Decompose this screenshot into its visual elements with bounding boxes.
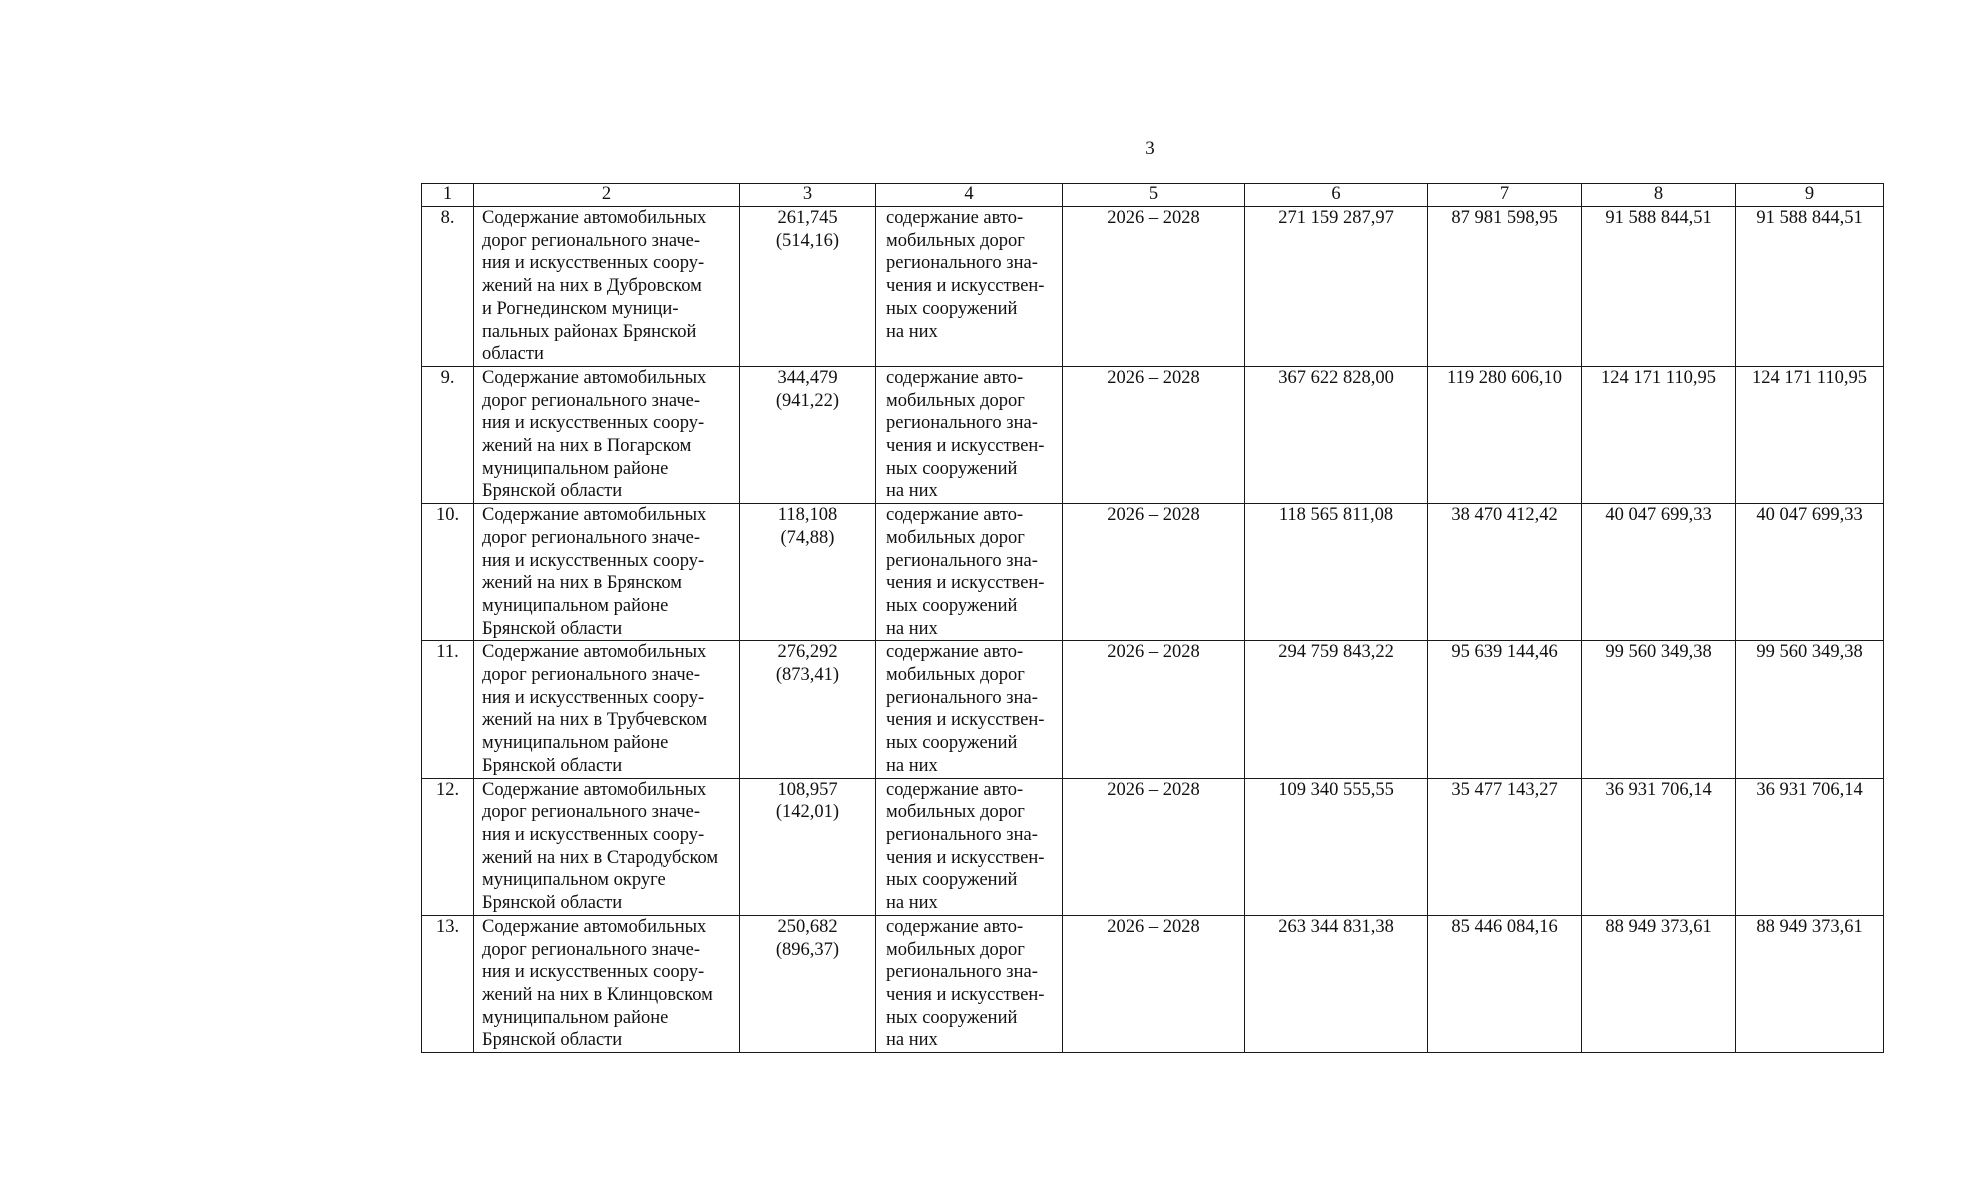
work-type: содержание авто- мобильных дорог регионального зна- чения и искусствен- ных сооружений на них bbox=[876, 366, 1063, 503]
amount-year-3: 91 588 844,51 bbox=[1736, 207, 1884, 367]
amount-year-1: 119 280 606,10 bbox=[1428, 366, 1582, 503]
object-name: Содержание автомобильных дорог регионального значе- ния и искусственных соору- жений на них в Клинцовском муниципальном районе Брянской области bbox=[474, 915, 740, 1052]
column-header-9: 9 bbox=[1736, 184, 1884, 207]
column-header-4: 4 bbox=[876, 184, 1063, 207]
amount-year-1: 87 981 598,95 bbox=[1428, 207, 1582, 367]
road-length: 118,108 (74,88) bbox=[740, 504, 876, 641]
amount-year-2: 99 560 349,38 bbox=[1582, 641, 1736, 778]
amount-year-1: 95 639 144,46 bbox=[1428, 641, 1582, 778]
column-header-1: 1 bbox=[422, 184, 474, 207]
amount-year-3: 99 560 349,38 bbox=[1736, 641, 1884, 778]
work-type: содержание авто- мобильных дорог регионального зна- чения и искусствен- ных сооружений на них bbox=[876, 915, 1063, 1052]
amount-year-3: 124 171 110,95 bbox=[1736, 366, 1884, 503]
work-type: содержание авто- мобильных дорог регионального зна- чения и искусствен- ных сооружений на них bbox=[876, 504, 1063, 641]
road-length: 250,682 (896,37) bbox=[740, 915, 876, 1052]
total-amount: 118 565 811,08 bbox=[1245, 504, 1428, 641]
roads-maintenance-table bbox=[421, 183, 1884, 1053]
work-period: 2026 – 2028 bbox=[1063, 207, 1245, 367]
table-row bbox=[422, 915, 1884, 1052]
total-amount: 367 622 828,00 bbox=[1245, 366, 1428, 503]
road-length: 261,745 (514,16) bbox=[740, 207, 876, 367]
table-row bbox=[422, 641, 1884, 778]
work-period: 2026 – 2028 bbox=[1063, 366, 1245, 503]
row-number: 13. bbox=[422, 915, 474, 1052]
row-number: 9. bbox=[422, 366, 474, 503]
column-header-6: 6 bbox=[1245, 184, 1428, 207]
page-number: 3 bbox=[1145, 138, 1155, 159]
work-period: 2026 – 2028 bbox=[1063, 778, 1245, 915]
amount-year-2: 36 931 706,14 bbox=[1582, 778, 1736, 915]
work-period: 2026 – 2028 bbox=[1063, 915, 1245, 1052]
work-type: содержание авто- мобильных дорог регионального зна- чения и искусствен- ных сооружений на них bbox=[876, 778, 1063, 915]
amount-year-1: 85 446 084,16 bbox=[1428, 915, 1582, 1052]
amount-year-1: 38 470 412,42 bbox=[1428, 504, 1582, 641]
object-name: Содержание автомобильных дорог регионального значе- ния и искусственных соору- жений на них в Погарском муниципальном районе Брянской области bbox=[474, 366, 740, 503]
road-length: 276,292 (873,41) bbox=[740, 641, 876, 778]
amount-year-3: 88 949 373,61 bbox=[1736, 915, 1884, 1052]
total-amount: 294 759 843,22 bbox=[1245, 641, 1428, 778]
table-row bbox=[422, 207, 1884, 367]
object-name: Содержание автомобильных дорог регионального значе- ния и искусственных соору- жений на них в Брянском муниципальном районе Брянской области bbox=[474, 504, 740, 641]
table-row bbox=[422, 778, 1884, 915]
column-header-5: 5 bbox=[1063, 184, 1245, 207]
work-period: 2026 – 2028 bbox=[1063, 641, 1245, 778]
row-number: 12. bbox=[422, 778, 474, 915]
amount-year-3: 36 931 706,14 bbox=[1736, 778, 1884, 915]
row-number: 10. bbox=[422, 504, 474, 641]
row-number: 8. bbox=[422, 207, 474, 367]
amount-year-2: 91 588 844,51 bbox=[1582, 207, 1736, 367]
amount-year-3: 40 047 699,33 bbox=[1736, 504, 1884, 641]
total-amount: 109 340 555,55 bbox=[1245, 778, 1428, 915]
table-row bbox=[422, 504, 1884, 641]
column-header-8: 8 bbox=[1582, 184, 1736, 207]
work-period: 2026 – 2028 bbox=[1063, 504, 1245, 641]
road-length: 108,957 (142,01) bbox=[740, 778, 876, 915]
amount-year-2: 40 047 699,33 bbox=[1582, 504, 1736, 641]
column-header-7: 7 bbox=[1428, 184, 1582, 207]
object-name: Содержание автомобильных дорог регионального значе- ния и искусственных соору- жений на них в Трубчевском муниципальном районе Брянской области bbox=[474, 641, 740, 778]
total-amount: 263 344 831,38 bbox=[1245, 915, 1428, 1052]
total-amount: 271 159 287,97 bbox=[1245, 207, 1428, 367]
amount-year-2: 88 949 373,61 bbox=[1582, 915, 1736, 1052]
object-name: Содержание автомобильных дорог регионального значе- ния и искусственных соору- жений на них в Дубровском и Рогнединском муници- пальных районах Брянской области bbox=[474, 207, 740, 367]
work-type: содержание авто- мобильных дорог регионального зна- чения и искусствен- ных сооружений на них bbox=[876, 641, 1063, 778]
object-name: Содержание автомобильных дорог регионального значе- ния и искусственных соору- жений на них в Стародубском муниципальном округе Брянской области bbox=[474, 778, 740, 915]
column-number-row bbox=[422, 184, 1884, 207]
row-number: 11. bbox=[422, 641, 474, 778]
amount-year-1: 35 477 143,27 bbox=[1428, 778, 1582, 915]
amount-year-2: 124 171 110,95 bbox=[1582, 366, 1736, 503]
column-header-3: 3 bbox=[740, 184, 876, 207]
column-header-2: 2 bbox=[474, 184, 740, 207]
road-length: 344,479 (941,22) bbox=[740, 366, 876, 503]
work-type: содержание авто- мобильных дорог регионального зна- чения и искусствен- ных сооружений на них bbox=[876, 207, 1063, 367]
table-row bbox=[422, 366, 1884, 503]
